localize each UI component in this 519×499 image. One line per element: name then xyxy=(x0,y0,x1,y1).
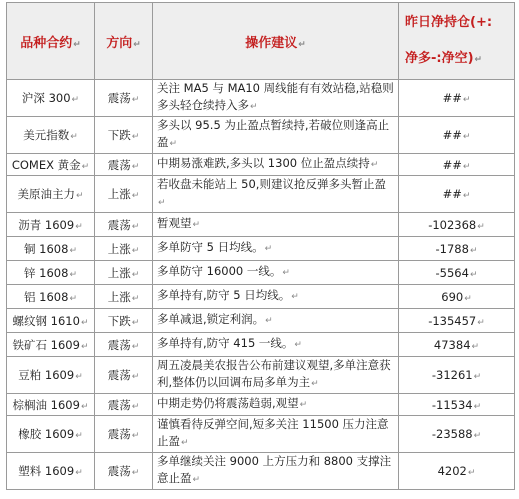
cell-position: 690↵ xyxy=(399,285,515,309)
table-row xyxy=(7,394,515,416)
cell-name: 棕榈油 1609↵ xyxy=(7,394,95,416)
cell-direction: 震荡↵ xyxy=(95,453,153,490)
return-arrow-icon: ↵ xyxy=(298,39,306,50)
cell-name: COMEX 黄金↵ xyxy=(7,154,95,176)
return-arrow-icon: ↵ xyxy=(464,293,472,304)
return-arrow-icon: ↵ xyxy=(299,400,308,410)
return-arrow-icon: ↵ xyxy=(181,438,189,448)
return-arrow-icon: ↵ xyxy=(474,54,483,65)
cell-advice: 若收盘未能站上 50,则建议抢反弹多头暂止盈↵ xyxy=(153,176,399,213)
cell-advice: 中期易涨难跌,多头以 1300 位止盈点续持↵ xyxy=(153,154,399,176)
table-row xyxy=(7,80,515,117)
table-row xyxy=(7,117,515,154)
cell-direction: 下跌↵ xyxy=(95,309,153,333)
cell-advice: 中期走势仍将震荡趋弱,观望↵ xyxy=(153,394,399,416)
cell-name: 铜 1608↵ xyxy=(7,237,95,261)
cell-direction: 震荡↵ xyxy=(95,416,153,453)
return-arrow-icon: ↵ xyxy=(250,102,258,112)
header-position xyxy=(399,3,515,80)
header-direction: 方向↵ xyxy=(95,3,153,80)
cell-direction: 上涨↵ xyxy=(95,285,153,309)
table-row xyxy=(7,176,515,213)
return-arrow-icon: ↵ xyxy=(131,317,140,328)
cell-advice: 多单持有,防守 5 日均线。↵ xyxy=(153,285,399,309)
return-arrow-icon: ↵ xyxy=(471,341,480,352)
cell-direction: 震荡↵ xyxy=(95,154,153,176)
strategy-table xyxy=(6,2,515,490)
return-arrow-icon: ↵ xyxy=(73,39,81,50)
cell-position: -1788↵ xyxy=(399,237,515,261)
return-arrow-icon: ↵ xyxy=(131,132,140,142)
cell-name: 橡胶 1609↵ xyxy=(7,416,95,453)
cell-advice: 多头以 95.5 为止盈点暂续持,若破位则逢高止盈↵ xyxy=(153,117,399,154)
cell-position: 47384↵ xyxy=(399,333,515,357)
table-row xyxy=(7,237,515,261)
return-arrow-icon: ↵ xyxy=(462,161,471,172)
return-arrow-icon: ↵ xyxy=(473,431,482,441)
table-row xyxy=(7,309,515,333)
cell-advice: 暂观望↵ xyxy=(153,213,399,237)
return-arrow-icon: ↵ xyxy=(192,220,201,230)
cell-direction: 下跌↵ xyxy=(95,117,153,154)
header-name: 品种合约↵ xyxy=(7,3,95,80)
cell-position: 4202↵ xyxy=(399,453,515,490)
cell-name: 塑料 1609↵ xyxy=(7,453,95,490)
return-arrow-icon: ↵ xyxy=(69,269,77,280)
cell-position: -102368↵ xyxy=(399,213,515,237)
return-arrow-icon: ↵ xyxy=(131,245,140,256)
return-arrow-icon: ↵ xyxy=(131,191,140,201)
return-arrow-icon: ↵ xyxy=(462,191,471,201)
return-arrow-icon: ↵ xyxy=(462,132,471,142)
table-row xyxy=(7,154,515,176)
cell-name: 铁矿石 1609↵ xyxy=(7,333,95,357)
return-arrow-icon: ↵ xyxy=(70,132,78,142)
return-arrow-icon: ↵ xyxy=(69,293,77,304)
return-arrow-icon: ↵ xyxy=(477,317,485,328)
return-arrow-icon: ↵ xyxy=(311,379,319,389)
cell-direction: 震荡↵ xyxy=(95,357,153,394)
cell-name: 美元指数↵ xyxy=(7,117,95,154)
table-row xyxy=(7,333,515,357)
return-arrow-icon: ↵ xyxy=(265,316,273,326)
return-arrow-icon: ↵ xyxy=(131,95,140,105)
cell-advice: 周五凌晨美农报告公布前建议观望,多单注意获利,整体仍以回调布局多单为主↵ xyxy=(153,357,399,394)
table-row xyxy=(7,453,515,490)
cell-direction: 震荡↵ xyxy=(95,394,153,416)
cell-advice: 多单持有,防守 415 一线。↵ xyxy=(153,333,399,357)
return-arrow-icon: ↵ xyxy=(131,221,140,232)
return-arrow-icon: ↵ xyxy=(291,292,299,302)
return-arrow-icon: ↵ xyxy=(370,160,379,170)
cell-name: 铝 1608↵ xyxy=(7,285,95,309)
cell-position: ##↵ xyxy=(399,117,515,154)
return-arrow-icon: ↵ xyxy=(75,468,83,478)
table-row xyxy=(7,416,515,453)
table-body xyxy=(7,80,515,490)
cell-advice: 多单防守 16000 一线。↵ xyxy=(153,261,399,285)
return-arrow-icon: ↵ xyxy=(282,268,290,278)
return-arrow-icon: ↵ xyxy=(131,269,140,280)
return-arrow-icon: ↵ xyxy=(473,372,482,382)
return-arrow-icon: ↵ xyxy=(131,372,140,382)
cell-advice: 关注 MA5 与 MA10 周线能有有效站稳,站稳则多头轻仓续持入多↵ xyxy=(153,80,399,117)
return-arrow-icon: ↵ xyxy=(131,161,140,172)
cell-position: ##↵ xyxy=(399,176,515,213)
return-arrow-icon: ↵ xyxy=(131,431,140,441)
return-arrow-icon: ↵ xyxy=(158,198,166,208)
cell-position: -135457↵ xyxy=(399,309,515,333)
return-arrow-icon: ↵ xyxy=(192,475,201,485)
table-row xyxy=(7,213,515,237)
header-position-line2: 净多-:净空)↵ xyxy=(405,50,483,66)
return-arrow-icon: ↵ xyxy=(477,221,485,232)
return-arrow-icon: ↵ xyxy=(71,95,80,105)
return-arrow-icon: ↵ xyxy=(75,431,83,441)
cell-position: -23588↵ xyxy=(399,416,515,453)
cell-position: -5564↵ xyxy=(399,261,515,285)
cell-advice: 多单防守 5 日均线。↵ xyxy=(153,237,399,261)
return-arrow-icon: ↵ xyxy=(81,161,90,172)
cell-direction: 上涨↵ xyxy=(95,237,153,261)
return-arrow-icon: ↵ xyxy=(133,39,141,50)
cell-advice: 多单减退,锁定利润。↵ xyxy=(153,309,399,333)
return-arrow-icon: ↵ xyxy=(169,139,178,149)
return-arrow-icon: ↵ xyxy=(131,341,140,352)
return-arrow-icon: ↵ xyxy=(75,372,83,382)
cell-direction: 上涨↵ xyxy=(95,261,153,285)
return-arrow-icon: ↵ xyxy=(80,401,89,412)
header-position-line1: 昨日净持仓(+: xyxy=(405,14,493,30)
cell-position: -31261↵ xyxy=(399,357,515,394)
cell-name: 沥青 1609↵ xyxy=(7,213,95,237)
return-arrow-icon: ↵ xyxy=(131,468,140,478)
return-arrow-icon: ↵ xyxy=(462,95,471,105)
cell-position: ##↵ xyxy=(399,154,515,176)
cell-position: ##↵ xyxy=(399,80,515,117)
return-arrow-icon: ↵ xyxy=(469,269,478,280)
return-arrow-icon: ↵ xyxy=(264,244,273,254)
return-arrow-icon: ↵ xyxy=(80,341,89,352)
return-arrow-icon: ↵ xyxy=(294,340,302,350)
cell-name: 美原油主力↵ xyxy=(7,176,95,213)
header-advice: 操作建议↵ xyxy=(153,3,399,80)
return-arrow-icon: ↵ xyxy=(467,468,476,478)
table-header-row xyxy=(7,3,515,80)
cell-advice: 多单继续关注 9000 上方压力和 8800 支撑注意止盈↵ xyxy=(153,453,399,490)
return-arrow-icon: ↵ xyxy=(75,191,84,201)
cell-position: -11534↵ xyxy=(399,394,515,416)
cell-name: 豆粕 1609↵ xyxy=(7,357,95,394)
return-arrow-icon: ↵ xyxy=(75,221,83,232)
table-row xyxy=(7,261,515,285)
cell-direction: 震荡↵ xyxy=(95,80,153,117)
cell-name: 锌 1608↵ xyxy=(7,261,95,285)
cell-name: 沪深 300↵ xyxy=(7,80,95,117)
return-arrow-icon: ↵ xyxy=(69,245,77,256)
return-arrow-icon: ↵ xyxy=(131,293,140,304)
cell-direction: 震荡↵ xyxy=(95,213,153,237)
return-arrow-icon: ↵ xyxy=(473,401,482,412)
cell-name: 螺纹钢 1610↵ xyxy=(7,309,95,333)
cell-direction: 上涨↵ xyxy=(95,176,153,213)
cell-direction: 震荡↵ xyxy=(95,333,153,357)
table-row xyxy=(7,357,515,394)
return-arrow-icon: ↵ xyxy=(80,317,89,328)
table-row xyxy=(7,285,515,309)
return-arrow-icon: ↵ xyxy=(469,245,478,256)
return-arrow-icon: ↵ xyxy=(131,401,140,412)
cell-advice: 谨慎看待反弹空间,短多关注 11500 压力注意止盈↵ xyxy=(153,416,399,453)
